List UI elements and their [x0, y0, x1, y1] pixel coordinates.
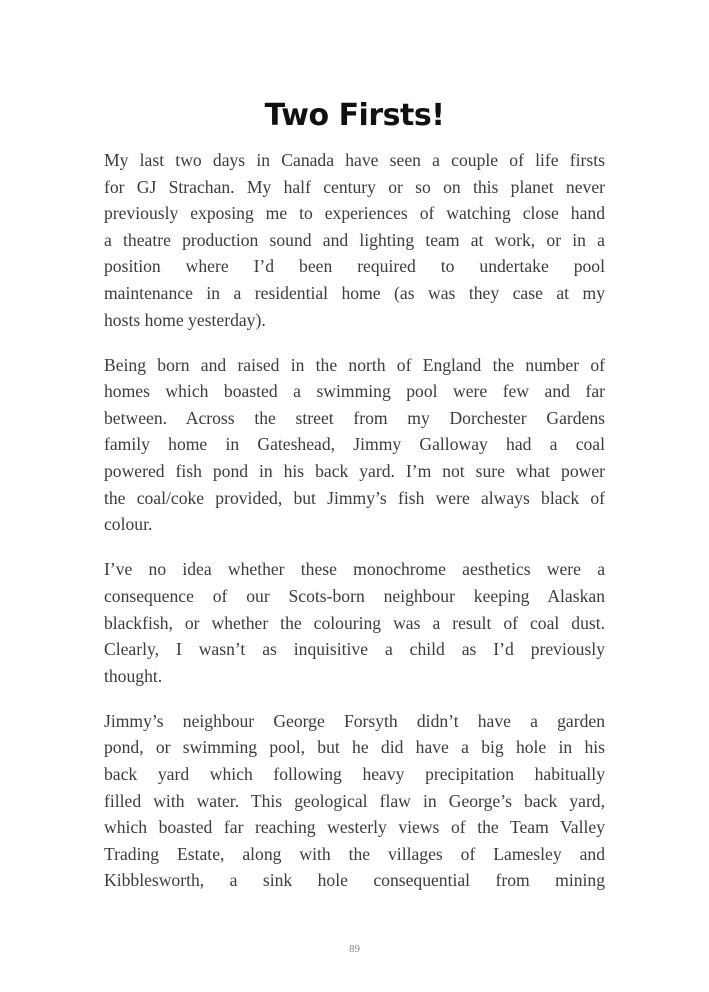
text-line: Being born and raised in the north of England the number of [104, 354, 605, 375]
text-line: Kibblesworth, a sink hole consequential from mining [104, 870, 605, 891]
text-line: position where I’d been required to undertake pool [104, 256, 605, 277]
text-line: between. Across the street from my Dorchester Gardens [104, 407, 605, 428]
text-line: hosts home yesterday). [104, 309, 266, 330]
text-line: maintenance in a residential home (as was they case at my [104, 282, 605, 303]
text-line: colour. [104, 514, 153, 535]
text-line: back yard which following heavy precipitation habitually [104, 763, 605, 784]
text-line: family home in Gateshead, Jimmy Galloway had a coal [104, 434, 605, 455]
text-line: consequence of our Scots-born neighbour keeping Alaskan [104, 585, 605, 606]
text-line: filled with water. This geological flaw in George’s back yard, [104, 790, 605, 811]
text-line: previously exposing me to experiences of watching close hand [104, 203, 605, 224]
text-line: Jimmy’s neighbour George Forsyth didn’t have a garden [104, 710, 605, 731]
page-number: 89 [349, 943, 360, 955]
text-line: I’ve no idea whether these monochrome aesthetics were a [104, 559, 605, 580]
text-line: homes which boasted a swimming pool were few and far [104, 381, 605, 402]
text-line: the coal/coke provided, but Jimmy’s fish were always black of [104, 487, 605, 508]
text-line: pond, or swimming pool, but he did have a big hole in his [104, 737, 605, 758]
text-line: blackfish, or whether the colouring was a result of coal dust. [104, 612, 605, 633]
text-line: Clearly, I wasn’t as inquisitive a child as I’d previously [104, 639, 605, 660]
text-line: thought. [104, 665, 163, 686]
paragraph [104, 352, 605, 538]
text-line: for GJ Strachan. My half century or so on this planet never [104, 176, 605, 197]
paragraph [104, 147, 605, 333]
document-body [104, 147, 605, 912]
text-line: My last two days in Canada have seen a couple of life firsts [104, 150, 605, 170]
text-line: Trading Estate, along with the villages of Lamesley and [104, 843, 605, 864]
text-line: powered fish pond in his back yard. I’m not sure what power [104, 461, 605, 482]
text-line: which boasted far reaching westerly views of the Team Valley [104, 817, 605, 838]
text-line: a theatre production sound and lighting team at work, or in a [104, 229, 605, 250]
paragraph [104, 708, 605, 894]
page-title: Two Firsts! [264, 98, 445, 134]
paragraph [104, 556, 605, 689]
